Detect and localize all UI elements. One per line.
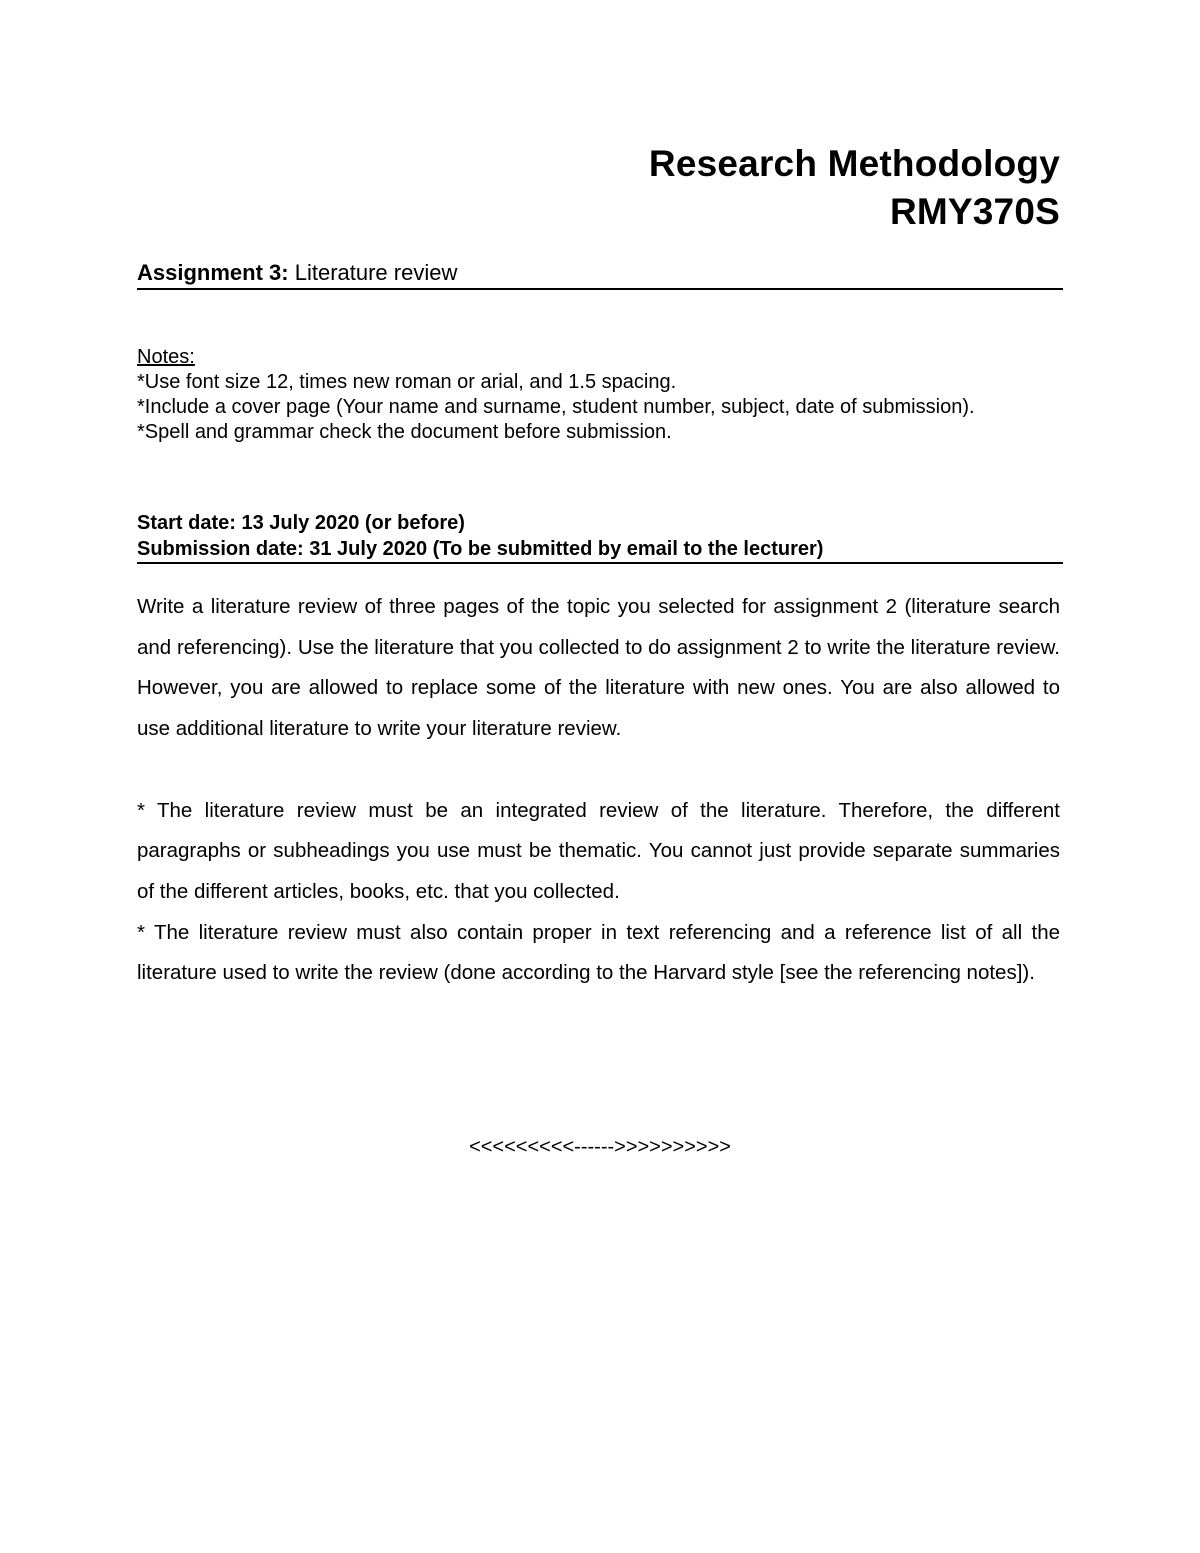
assignment-heading	[137, 258, 1063, 290]
course-name: Research Methodology	[648, 143, 1060, 184]
assignment-label: Assignment 3:	[137, 260, 289, 285]
note-item: *Spell and grammar check the document before submission.	[137, 421, 672, 443]
instruction-paragraph: * The literature review must be an integrated review of the literature. Therefore, the different paragraphs or subheadings you use must be thematic. You cannot just provide separate summaries of the different articles, books, etc. that you collected.	[137, 798, 1060, 903]
instruction-paragraph: Write a literature review of three pages of the topic you selected for assignment 2 (literature search and referencing). Use the literature that you collected to do assignment 2 to write the literature review. However, you are allowed to replace some of the literature with new ones. You are also allowed to use additional literature to write your literature review.	[137, 595, 1060, 741]
notes-label: Notes:	[137, 346, 195, 368]
note-item: *Include a cover page (Your name and surname, student number, subject, date of submission).	[137, 396, 975, 418]
notes-section	[137, 345, 1060, 445]
instruction-paragraph: * The literature review must also contain proper in text referencing and a reference list of all the literature used to write the review (done according to the Harvard style [see the referencing notes]).	[137, 920, 1060, 985]
course-title-block	[649, 140, 1060, 236]
assignment-title: Literature review	[294, 260, 458, 285]
end-separator: <<<<<<<<<------>>>>>>>>>>	[469, 1136, 731, 1158]
paragraph-spacer	[137, 750, 1060, 791]
dates-section	[137, 510, 1063, 564]
submission-date: Submission date: 31 July 2020 (To be submitted by email to the lecturer)	[137, 538, 824, 560]
start-date: Start date: 13 July 2020 (or before)	[137, 512, 465, 534]
instructions-body	[137, 587, 1060, 994]
course-code: RMY370S	[889, 191, 1060, 232]
note-item: *Use font size 12, times new roman or arial, and 1.5 spacing.	[137, 371, 677, 393]
